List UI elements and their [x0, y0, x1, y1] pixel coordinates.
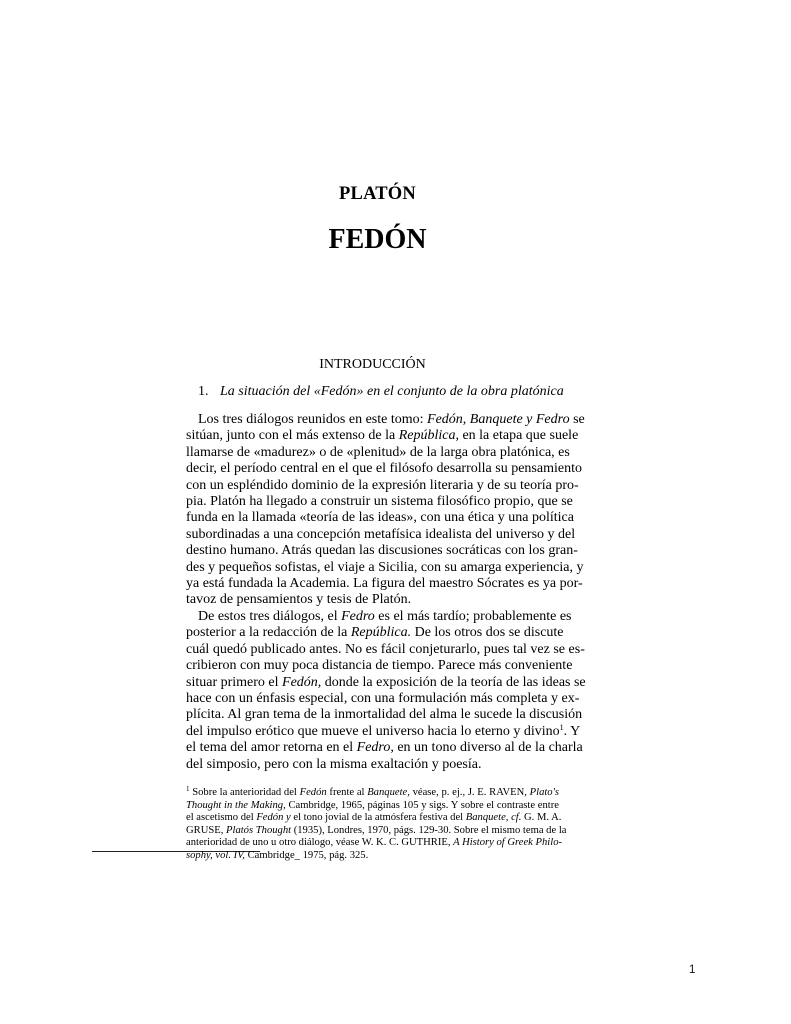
text-line: des y pequeños sofistas, el viaje a Sicilia, con su amarga experiencia, y — [186, 559, 584, 575]
text-line: plícita. Al gran tema de la inmortalidad del alma le sucede la discusión — [186, 707, 583, 723]
body-text — [186, 412, 586, 773]
text-line: sophy, vol. IV, Cambridge_ 1975, pág. 325. — [186, 849, 369, 861]
italic-title: Fedón — [299, 787, 327, 798]
italic-title: Plato's — [529, 787, 559, 798]
text-line: el ascetismo del Fedón y el tono jovial de la atmósfera festiva del Banquete, cf. G. M. A. — [186, 812, 562, 824]
text-line: GRUSE, Platós Thought (1935), Londres, 1970, págs. 129-30. Sobre el mismo tema de la — [186, 824, 567, 836]
text-line: Thought in the Making, Cambridge, 1965, páginas 105 y sigs. Y sobre el contraste entre — [186, 799, 559, 811]
italic-title: Fedón, — [282, 674, 322, 690]
text-line: subordinadas a una concepción metafísica idealista del universo y del — [186, 526, 576, 542]
text-line: decir, el período central en el que el filósofo desarrolla su pensamiento — [186, 461, 582, 477]
text-line: Los tres diálogos reunidos en este tomo: Fedón, Banquete y Fedro se — [198, 412, 585, 427]
italic-title: Fedro — [341, 608, 375, 624]
italic-title: Fedro, — [356, 740, 394, 756]
text-line: ya está fundada la Academia. La figura del maestro Sócrates es ya por- — [186, 576, 583, 592]
section-heading — [198, 383, 564, 400]
introduction-heading: INTRODUCCIÓN — [319, 357, 426, 372]
text-line: llamarse de «madurez» o de «plenitud» de la larga obra platónica, es — [186, 444, 570, 460]
text-line: hace con un énfasis especial, con una formulación más completa y ex- — [186, 690, 580, 706]
title-text: FEDÓN — [328, 224, 427, 255]
text-line: cuál quedó publicado antes. No es fácil conjeturarlo, pues tal vez se es- — [186, 641, 585, 657]
author-name — [0, 183, 791, 205]
italic-title: Thought in the Making, — [186, 799, 286, 811]
text-line: De estos tres diálogos, el Fedro es el más tardío; probablemente es — [198, 608, 572, 624]
text-line: situar primero el Fedón, donde la exposición de la teoría de las ideas se — [186, 674, 586, 690]
section-number: 1. — [198, 384, 209, 399]
text-line: cribieron con muy poca distancia de tiempo. Parece más conveniente — [186, 658, 573, 674]
text-line: el tema del amor retorna en el Fedro, en un tono diverso al de la charla — [186, 740, 583, 756]
section-title: La situación del «Fedón» en el conjunto de la obra platónica — [220, 384, 564, 399]
book-title — [0, 223, 791, 257]
text-line: posterior a la redacción de la República. De los otros dos se discute — [186, 625, 564, 641]
author-text: PLATÓN — [339, 184, 416, 204]
text-line: tavoz de pensamientos y tesis de Platón. — [186, 592, 412, 608]
text-line: anterioridad de uno u otro diálogo, véase W. K. C. GUTHRIE, A History of Greek Philo- — [186, 837, 563, 849]
paragraph-2 — [186, 608, 586, 773]
italic-title: A History of Greek Philo- — [453, 837, 563, 849]
italic-title: Banquete, — [367, 787, 410, 798]
page-number: 1 — [689, 964, 696, 976]
footnote-marker: 1 — [186, 785, 190, 793]
italic-title: República. — [350, 625, 412, 641]
footnote-1 — [186, 785, 567, 863]
text-line: del simposio, pero con la misma exaltación y poesía. — [186, 756, 482, 772]
italic-title: Banquete, cf. — [465, 812, 522, 824]
text-line: pia. Platón ha llegado a construir un sistema filosófico propio, que se — [186, 494, 573, 510]
text-line: funda en la llamada «teoría de las ideas», con una ética y una política — [186, 510, 574, 526]
italic-title: sophy, vol. IV, — [186, 849, 245, 861]
footnote-marker: 1 — [559, 722, 564, 732]
italic-title: Platós Thought — [226, 824, 292, 836]
italic-title: Fedón, Banquete y Fedro — [427, 412, 570, 427]
italic-title: República, — [398, 428, 459, 444]
italic-title: Fedón y — [256, 812, 291, 824]
text-line: del impulso erótico que mueve el universo hacia lo eterno y divino$^1$. Y — [186, 722, 581, 739]
text-line: $^1$ Sobre la anterioridad del Fedón frente al Banquete, véase, p. ej., J. E. RAVEN, Plato's — [186, 785, 559, 798]
text-line: destino humano. Atrás quedan las discusiones socráticas con los gran- — [186, 543, 578, 559]
text-line: con un espléndido dominio de la expresión literaria y de su teoría pro- — [186, 477, 579, 493]
text-line: sitúan, junto con el más extenso de la República, en la etapa que suele — [186, 428, 579, 444]
paragraph-1 — [186, 412, 585, 609]
